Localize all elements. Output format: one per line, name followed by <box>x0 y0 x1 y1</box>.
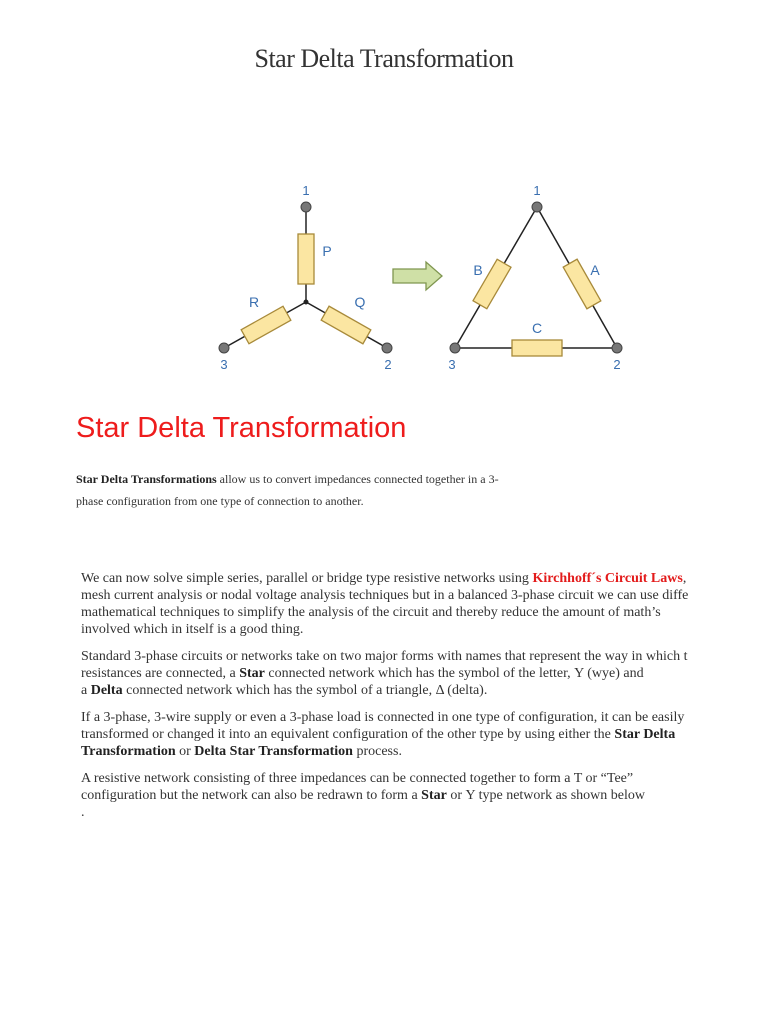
paragraph-4 <box>81 770 768 821</box>
section-heading: Star Delta Transformation <box>76 412 407 444</box>
delta-resistor-b-label: B <box>473 262 483 278</box>
star-terminal-1 <box>301 202 311 212</box>
star-center-junction <box>304 300 309 305</box>
star-node-3-label: 3 <box>220 357 228 372</box>
delta-resistor-c-label: C <box>531 320 543 336</box>
p1-line-3: mathematical techniques to simplify the analysis of the circuit and thereby reduce the amount of math’s <box>81 605 661 620</box>
p2-line-2-pre: resistances are connected, a <box>81 666 240 681</box>
p2-line-2-post: connected network which has the symbol of the letter, Υ (wye) and <box>264 666 644 681</box>
star-delta-diagram <box>0 170 768 390</box>
intro-line-1: allow us to convert impedances connected together in a 3- <box>216 472 499 486</box>
resistor-p <box>298 234 314 284</box>
delta-node-1-label: 1 <box>533 183 541 198</box>
p4-line-2-pre: configuration but the network can also be redrawn to form a <box>81 788 422 803</box>
star-node-1-label: 1 <box>302 183 310 198</box>
paragraph-1 <box>81 570 768 638</box>
star-node-2-label: 2 <box>384 357 392 372</box>
star-terminal-3 <box>219 343 229 353</box>
p1-line-1: We can now solve simple series, parallel or bridge type resistive networks using <box>81 571 533 586</box>
p2-delta-term: Delta <box>90 683 123 698</box>
paragraph-2 <box>81 648 768 699</box>
star-resistor-p-label: P <box>322 243 332 259</box>
p2-line-1: Standard 3-phase circuits or networks take on two major forms with names that represent the way in which t <box>81 649 688 664</box>
p1-line-2: mesh current analysis or nodal voltage analysis techniques but in a balanced 3-phase circuit we can use diffe <box>81 588 689 603</box>
p4-line-2-post: or Υ type network as shown below <box>446 788 646 803</box>
page-title: Star Delta Transformation <box>254 44 514 73</box>
p3-line-2-pre: transformed or changed it into an equivalent configuration of the other type by using either the <box>81 727 615 742</box>
star-resistor-q-label: Q <box>354 294 366 310</box>
delta-terminal-1 <box>532 202 542 212</box>
p3-line-3-post: process. <box>352 744 402 759</box>
p3-line-3-mid: or <box>175 744 195 759</box>
p4-star-term: Star <box>421 788 447 803</box>
delta-node-2-label: 2 <box>613 357 621 372</box>
star-network <box>219 183 392 372</box>
p4-line-1: A resistive network consisting of three impedances can be connected together to form a T or “Tee” <box>81 771 634 786</box>
resistor-c <box>512 340 562 356</box>
transform-arrow-icon <box>393 262 442 290</box>
p2-line-3-post: connected network which has the symbol of a triangle, Δ (delta). <box>122 683 488 698</box>
p3-line-1: If a 3-phase, 3-wire supply or even a 3-phase load is connected in one type of configuration, it can be easily <box>81 710 685 725</box>
intro-paragraph <box>76 468 556 512</box>
delta-node-3-label: 3 <box>448 357 456 372</box>
p3-transformation-term: Transformation <box>81 744 176 759</box>
p2-line-3-pre: a <box>81 683 91 698</box>
p3-star-delta-term: Star Delta <box>614 727 676 742</box>
delta-terminal-3 <box>450 343 460 353</box>
delta-network <box>448 183 622 372</box>
paragraph-3 <box>81 709 768 760</box>
intro-bold-term: Star Delta Transformations <box>76 472 217 486</box>
p2-star-term: Star <box>239 666 265 681</box>
kirchhoff-link[interactable]: Kirchhoff´s Circuit Laws <box>532 571 683 586</box>
delta-terminal-2 <box>612 343 622 353</box>
p3-delta-star-term: Delta Star Transformation <box>194 744 353 759</box>
star-terminal-2 <box>382 343 392 353</box>
delta-resistor-a-label: A <box>590 262 600 278</box>
resistor-r <box>241 306 291 343</box>
star-resistor-r-label: R <box>248 294 260 310</box>
body-text <box>81 570 768 831</box>
p1-line-1-end: , <box>682 571 687 586</box>
intro-line-2: phase configuration from one type of connection to another. <box>76 494 364 508</box>
p4-line-3: . <box>81 805 85 820</box>
resistor-q <box>321 306 371 344</box>
p1-line-4: involved which in itself is a good thing. <box>81 622 304 637</box>
